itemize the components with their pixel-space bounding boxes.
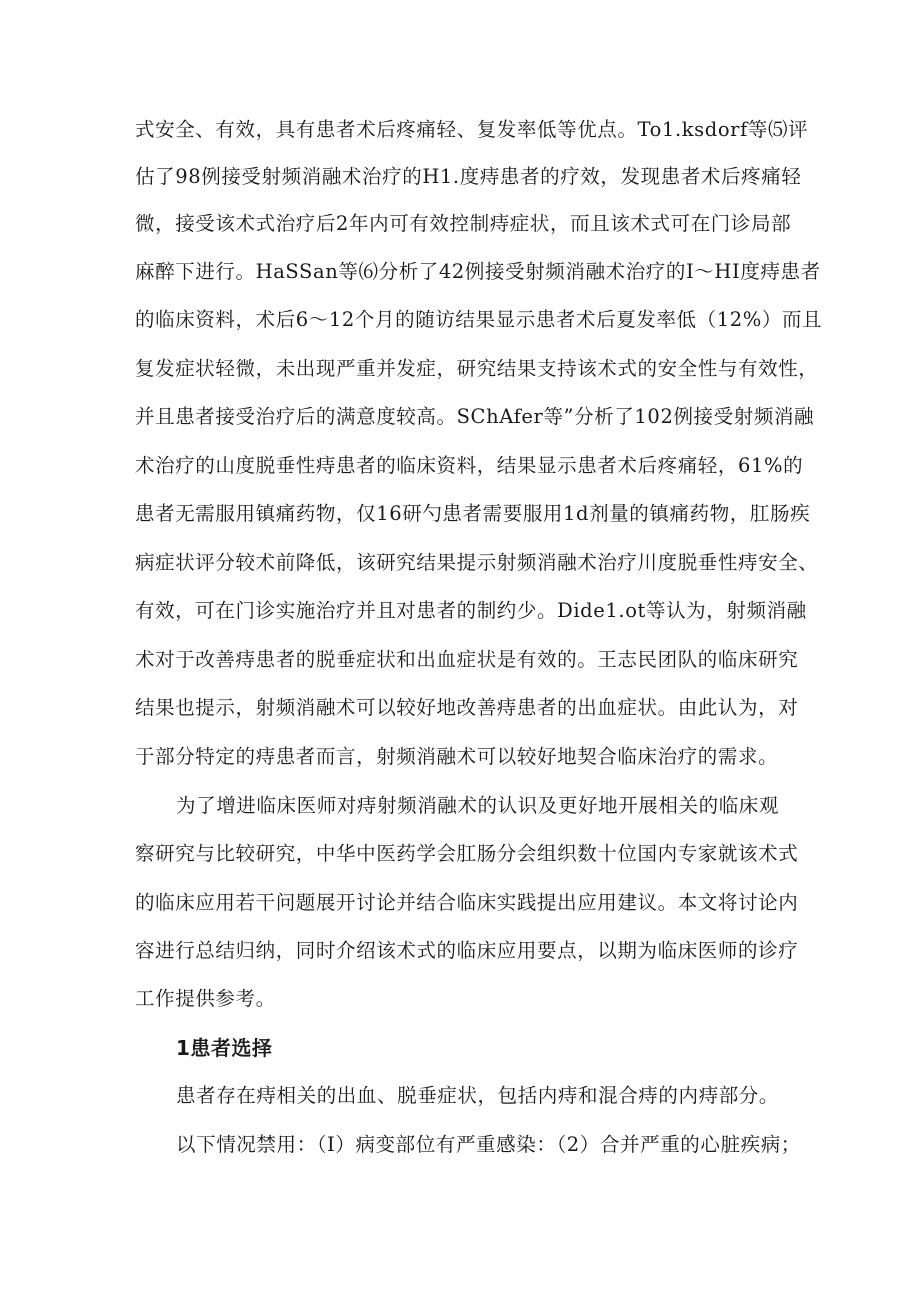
body-text-line: 术治疗的山度脱垂性痔患者的临床资料，结果显示患者术后疼痛轻，61%的 <box>135 454 804 477</box>
section-heading: 1患者选择 <box>176 1036 273 1060</box>
body-text-line: 察研究与比较研究，中华中医药学会肛肠分会组织数十位国内专家就该术式 <box>135 842 799 865</box>
body-text-line: 有效，可在门诊实施治疗并且对患者的制约少。Dide1.ot等认为，射频消融 <box>135 599 807 622</box>
body-text-line: 为了增进临床医师对痔射频消融术的认识及更好地开展相关的临床观 <box>176 794 780 817</box>
body-text-line: 以下情况禁用：（I）病变部位有严重感染：（2）合并严重的心脏疾病； <box>176 1133 801 1156</box>
body-text-line: 的临床资料，术后6〜12个月的随访结果显示患者术后夏发率低（12%）而且 <box>135 308 823 331</box>
body-text-line: 病症状评分较术前降低，该研究结果提示射频消融术治疗川度脱垂性痔安全、 <box>135 551 819 574</box>
body-text-line: 患者存在痔相关的出血、脱垂症状，包括内痔和混合痔的内痔部分。 <box>176 1084 780 1107</box>
body-text-line: 式安全、有效，具有患者术后疼痛轻、复发率低等优点。To1.ksdorf等⑸评 <box>135 118 809 141</box>
body-text-line: 于部分特定的痔患者而言，射频消融术可以较好地契合临床治疗的需求。 <box>135 745 779 768</box>
body-text-line: 微，接受该术式治疗后2年内可有效控制痔症状，而且该术式可在门诊局部 <box>135 212 792 235</box>
body-text-line: 工作提供参考。 <box>135 987 276 1010</box>
body-text-line: 麻醉下进行。HaSSan等⑹分析了42例接受射频消融术治疗的I〜HI度痔患者 <box>135 260 821 283</box>
body-text-line: 患者无需服用镇痛药物，仅16研勺患者需要服用1d剂量的镇痛药物，肛肠疾 <box>135 502 811 525</box>
body-text-line: 的临床应用若干问题展开讨论并结合临床实践提出应用建议。本文将讨论内 <box>135 891 799 914</box>
body-text-line: 并且患者接受治疗后的满意度较高。SChAfer等”分析了102例接受射频消融 <box>135 405 815 428</box>
body-text-line: 容进行总结归纳，同时介绍该术式的临床应用要点，以期为临床医师的诊疗 <box>135 939 799 962</box>
body-text-line: 估了98例接受射频消融术治疗的H1.度痔患者的疗效，发现患者术后疼痛轻 <box>135 165 802 188</box>
body-text-line: 结果也提示，射频消融术可以较好地改善痔患者的出血症状。由此认为，对 <box>135 696 799 719</box>
body-text-line: 复发症状轻微，未出现严重并发症，研究结果支持该术式的安全性与有效性， <box>135 357 819 380</box>
body-text-line: 术对于改善痔患者的脱垂症状和出血症状是有效的。王志民团队的临床研究 <box>135 648 799 671</box>
